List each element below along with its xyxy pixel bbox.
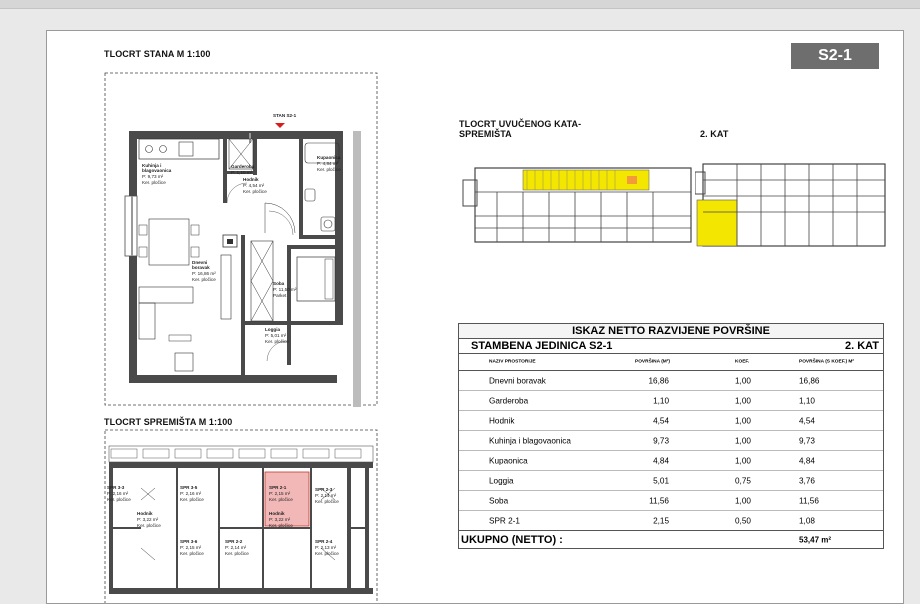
table-floor-label: 2. KAT [844,340,879,352]
area-table [458,323,884,549]
table-row [459,471,883,491]
room-finish-bathroom: Ker. pločice [317,167,341,172]
cell-area: 9,73 [653,436,669,445]
storage-name-spr-3-5: SPR 3-5 [180,485,198,490]
cell-area-coef: 4,84 [799,456,815,465]
cell-room: SPR 2-1 [489,516,520,525]
storage-area-spr-2-1: P: 2,15 m² [269,491,291,496]
table-row [459,511,883,531]
room-name-loggia: Loggia [265,327,281,332]
storage-finish-hallway-left: Ker. pločice [137,523,161,528]
storage-area-spr-2-2: P: 2,14 m² [225,545,247,550]
room-finish-loggia: Ker. pločice [265,339,289,344]
storage-name-spr-2-4: SPR 2-4 [315,539,333,544]
floor-key-plan [695,156,895,251]
storage-name-spr-2-3: SPR 2-3 [315,487,333,492]
viewer-top-bar [0,0,920,9]
cell-coef: 1,00 [735,376,751,385]
total-value: 53,47 m² [799,535,832,544]
table-row [459,371,883,391]
room-area-bathroom: P: 4,84 m² [317,161,339,166]
cell-area: 16,86 [648,376,669,385]
col-header-room: NAZIV PROSTORIJE [489,359,536,365]
storage-finish-spr-2-3: Ker. pločice [315,499,339,504]
cell-coef: 0,75 [735,476,751,485]
storage-name-spr-2-2: SPR 2-2 [225,539,243,544]
room-finish-kitchen: Ker. pločice [142,180,166,185]
room-name-bedroom: Soba [273,281,285,286]
storage-name-spr-3-3: SPR 3-3 [107,485,125,490]
storage-finish-spr-3-5: Ker. pločice [180,497,204,502]
table-row [459,451,883,471]
cell-coef: 1,00 [735,456,751,465]
room-area-loggia: P: 5,01 m² [265,333,287,338]
cell-area-coef: 1,08 [799,516,815,525]
room-name-living-room: Dnevni boravak [192,260,210,271]
cell-room: Kupaonica [489,456,528,465]
table-row [459,491,883,511]
cell-room: Soba [489,496,509,505]
storage-area-spr-2-4: P: 2,13 m² [315,545,337,550]
cell-area: 5,01 [653,476,669,485]
room-name-kitchen: Kuhinja i blagovaonica [142,163,172,174]
table-title: ISKAZ NETTO RAZVIJENE POVRŠINE [459,324,883,339]
cell-room: Garderoba [489,396,529,405]
storage-finish-spr-2-1: Ker. pločice [269,497,293,502]
table-subheader [459,339,883,354]
cell-area-coef: 11,56 [799,496,819,505]
room-name-hallway: Hodnik [243,177,259,182]
storage-area-spr-3-6: P: 2,15 m² [180,545,202,550]
cell-area-coef: 1,10 [799,396,815,405]
room-area-hallway: P: 4,54 m² [243,183,265,188]
storage-finish-spr-3-3: Ker. pločice [107,497,131,502]
cell-area: 11,56 [649,496,669,505]
cell-coef: 1,00 [735,436,751,445]
storage-area-spr-2-3: P: 2,14 m² [315,493,337,498]
col-header-area-coef: POVRŠINA (S KOEF.) M² [799,359,854,365]
storage-area-hallway-right: P: 3,22 m² [269,517,291,522]
attic-plan-title: TLOCRT UVUČENOG KATA- SPREMIŠTA [459,119,582,139]
storage-area-spr-3-3: P: 2,16 m² [107,491,129,496]
room-area-wardrobe: P: 1,10 m² [231,170,253,175]
cell-area: 4,84 [653,456,669,465]
cell-coef: 1,00 [735,496,751,505]
storage-area-spr-3-5: P: 2,16 m² [180,491,202,496]
room-name-wardrobe: Garderoba [231,164,255,169]
storage-area-hallway-left: P: 3,22 m² [137,517,159,522]
storage-finish-spr-2-2: Ker. pločice [225,551,249,556]
floor-plan-title: 2. KAT [700,129,729,139]
storage-plan-title: TLOCRT SPREMIŠTA M 1:100 [104,417,233,427]
cell-area-coef: 4,54 [799,416,815,425]
storage-finish-spr-3-6: Ker. pločice [180,551,204,556]
unit-badge: S2-1 [791,43,879,69]
room-finish-hallway: Ker. pločice [243,189,267,194]
room-area-bedroom: P: 11,50 m² [273,287,297,292]
unit-marker-label: STAN S2-1 [273,113,297,118]
table-total-row [459,531,883,548]
cell-coef: 1,00 [735,416,751,425]
table-row [459,431,883,451]
storage-name-hallway-left: Hodnik [137,511,153,516]
cell-room: Loggia [489,476,514,485]
cell-area: 1,10 [653,396,669,405]
room-name-bathroom: Kupaonica [317,155,341,160]
cell-area: 4,54 [653,416,669,425]
document-sheet [46,30,904,604]
apartment-floor-plan [103,71,379,407]
cell-room: Kuhinja i blagovaonica [489,436,571,445]
total-label: UKUPNO (NETTO) : [461,533,563,546]
cell-room: Dnevni boravak [489,376,546,385]
col-header-area: POVRŠINA (M²) [635,359,670,365]
cell-area: 2,15 [653,516,669,525]
table-row [459,391,883,411]
storage-name-spr-3-6: SPR 3-6 [180,539,198,544]
cell-coef: 0,50 [735,516,751,525]
table-row [459,411,883,431]
storage-name-hallway-right: Hodnik [269,511,285,516]
room-area-living-room: P: 16,86 m² [192,271,216,276]
col-header-coef: KOEF. [735,359,750,365]
attic-key-plan [457,156,697,246]
storage-finish-hallway-right: Ker. pločice [269,523,293,528]
cell-area-coef: 16,86 [799,376,820,385]
cell-area-coef: 3,76 [799,476,815,485]
table-unit-label: STAMBENA JEDINICA S2-1 [471,340,613,352]
cell-coef: 1,00 [735,396,751,405]
plan-title: TLOCRT STANA M 1:100 [104,49,211,59]
table-header-row [459,354,883,371]
storage-name-spr-2-1: SPR 2-1 [269,485,287,490]
room-area-kitchen: P: 9,73 m² [142,174,164,179]
room-finish-bedroom: Parket [273,293,287,298]
room-finish-living-room: Ker. pločice [192,277,216,282]
cell-area-coef: 9,73 [799,436,815,445]
cell-room: Hodnik [489,416,515,425]
storage-finish-spr-2-4: Ker. pločice [315,551,339,556]
